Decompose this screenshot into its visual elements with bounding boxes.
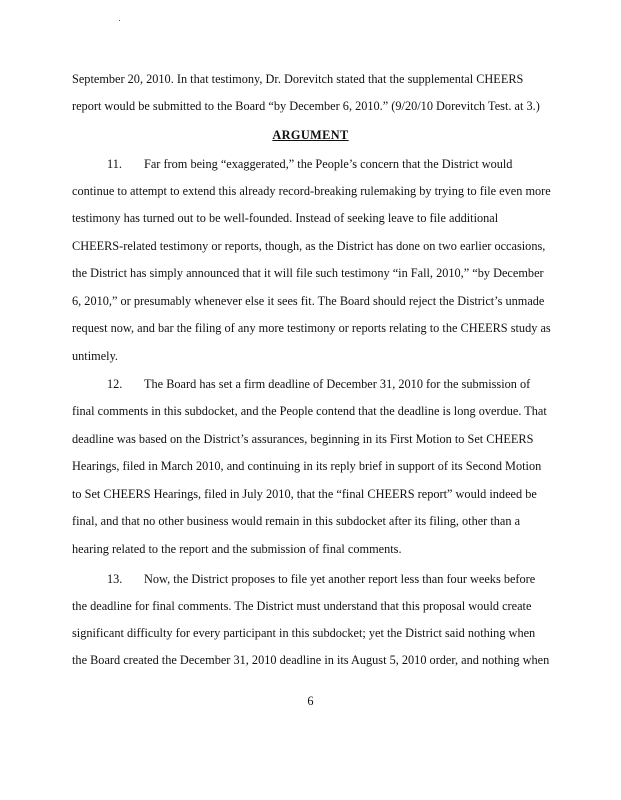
intro-line-2: report would be submitted to the Board “by December 6, 2010.” (9/20/10 Dorevitch Test. at 3.) — [72, 99, 540, 113]
paragraph-13-first-line — [107, 572, 535, 586]
paragraph-line: hearing related to the report and the submission of final comments. — [72, 542, 402, 556]
paragraph-line: the District has simply announced that it will file such testimony “in Fall, 2010,” “by December — [72, 266, 544, 280]
paragraph-line: continue to attempt to extend this already record-breaking rulemaking by trying to file even more — [72, 184, 551, 198]
paragraph-line: the Board created the December 31, 2010 deadline in its August 5, 2010 order, and nothing when — [72, 653, 550, 667]
argument-heading: ARGUMENT — [272, 128, 349, 142]
paragraph-line: to Set CHEERS Hearings, filed in July 2010, that the “final CHEERS report” would indeed be — [72, 487, 537, 501]
scan-speck — [119, 20, 120, 21]
paragraph-line: 6, 2010,” or presumably whenever else it sees fit. The Board should reject the District’s unmade — [72, 294, 545, 308]
paragraph-line: CHEERS-related testimony or reports, though, as the District has done on two earlier occasions, — [72, 239, 546, 253]
paragraph-line: the deadline for final comments. The District must understand that this proposal would create — [72, 599, 532, 613]
paragraph-line: untimely. — [72, 349, 118, 363]
paragraph-number: 12. — [107, 377, 123, 391]
paragraph-text: Now, the District proposes to file yet another report less than four weeks before — [144, 572, 536, 586]
paragraph-11-first-line — [107, 157, 512, 171]
paragraph-line: testimony has turned out to be well-founded. Instead of seeking leave to file additional — [72, 211, 499, 225]
paragraph-line: significant difficulty for every participant in this subdocket; yet the District said nothing when — [72, 626, 536, 640]
paragraph-text: The Board has set a firm deadline of December 31, 2010 for the submission of — [144, 377, 531, 391]
paragraph-number: 11. — [107, 157, 122, 171]
paragraph-line: request now, and bar the filing of any more testimony or reports relating to the CHEERS study as — [72, 321, 551, 335]
paragraph-12-first-line — [107, 377, 530, 391]
paragraph-line: final, and that no other business would remain in this subdocket after its filing, other than a — [72, 514, 521, 528]
paragraph-line: Hearings, filed in March 2010, and continuing in its reply brief in support of its Second Motion — [72, 459, 542, 473]
paragraph-number: 13. — [107, 572, 123, 586]
paragraph-line: deadline was based on the District’s assurances, beginning in its First Motion to Set CHEERS — [72, 432, 534, 446]
intro-line-1: September 20, 2010. In that testimony, Dr. Dorevitch stated that the supplemental CHEERS — [72, 72, 524, 86]
paragraph-line: final comments in this subdocket, and the People contend that the deadline is long overdue. That — [72, 404, 547, 418]
paragraph-text: Far from being “exaggerated,” the People’s concern that the District would — [144, 157, 513, 171]
page-number: 6 — [307, 694, 314, 708]
